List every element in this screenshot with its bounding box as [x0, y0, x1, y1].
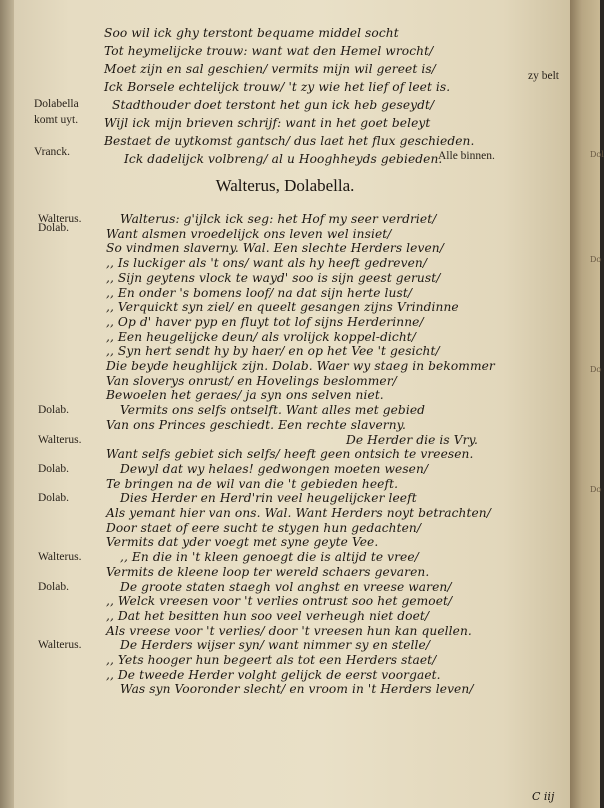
verse-line: Als vreese voor 't verlies/ door 't vreesen hun kan quellen. [106, 623, 472, 638]
verse-line: ,, En die in 't kleen genoegt die is altijd te vree/ [120, 550, 419, 565]
catchword: C iij [532, 790, 555, 803]
verse-line: Want selfs gebiet sich selfs/ heeft geen ontsich te vreesen. [106, 447, 474, 462]
next-page-speaker-mark: Do [590, 485, 602, 494]
verse-line: Dies Herder en Herd'rin veel heugelijcker leeft [120, 491, 417, 506]
stage-direction: Alle binnen. [438, 150, 495, 162]
verse-line: Want alsmen vroedelijck ons leven wel insiet/ [106, 226, 392, 241]
verse-line: Bewoelen het geraes/ ja syn ons selven niet. [106, 388, 384, 403]
verse-line: So vindmen slaverny. Wal. Een slechte Herders leven/ [106, 241, 444, 256]
next-page-speaker-mark: Dol [590, 150, 604, 159]
verse-line: Als yemant hier van ons. Wal. Want Herders noyt betrachten/ [106, 506, 491, 520]
speaker-label: Vranck. [34, 146, 71, 158]
verse-line: De groote staten staegh vol anghst en vreese waren/ [120, 579, 452, 594]
speaker-label: Walterus. [38, 213, 82, 225]
verse-line: De Herders wijser syn/ want nimmer sy en stelle/ [120, 638, 431, 653]
speaker-label: Dolabella [34, 98, 79, 110]
verse-line: ,, Sijn geytens vlock te wayd' soo is sijn geest gerust/ [106, 270, 441, 285]
next-page-edge [570, 0, 600, 808]
verse-line: Wijl ick mijn brieven schrijf: want in het goet beleyt [104, 116, 431, 130]
verse-line: Te bringen na de wil van die 't gebieden heeft. [106, 476, 399, 491]
next-page-speaker-mark: Do [590, 255, 602, 264]
speaker-label: Dolab. [38, 222, 69, 234]
verse-line: Vermits ons selfs ontselft. Want alles met gebied [120, 403, 426, 418]
verse-line: ,, Syn hert sendt hy by haer/ en op het Vee 't gesicht/ [106, 344, 440, 359]
verse-line: Ick Borsele echtelijck trouw/ 't zy wie het lief of leet is. [104, 80, 451, 94]
verse-line: Soo wil ick ghy terstont bequame middel socht [104, 26, 399, 40]
verse-line: Was syn Vooronder slecht/ en vroom in 't Herders leven/ [120, 682, 474, 697]
next-page-speaker-mark: Do [590, 365, 602, 374]
verse-line: ,, De tweede Herder volght gelijck de eerst voorgaet. [106, 667, 441, 682]
verse-line: Die beyde heughlijck zijn. Dolab. Waer wy staeg in bekommer [106, 359, 495, 373]
verse-line: ,, Dat het besitten hun soo veel verheugh niet doet/ [106, 608, 430, 623]
verse-line: ,, En onder 's bomens loof/ na dat sijn herte lust/ [106, 285, 413, 300]
stage-direction: komt uyt. [34, 114, 79, 126]
verse-line: ,, Welck vreesen voor 't verlies ontrust soo het gemoet/ [106, 594, 453, 609]
verse-line: Van sloverys onrust/ en Hovelings beslommer/ [106, 373, 397, 388]
verse-line: ,, Is luckiger als 't ons/ want als hy heeft gedreven/ [106, 256, 428, 271]
scene-heading: Walterus, Dolabella. [215, 176, 355, 195]
speaker-label: Dolab. [38, 580, 69, 593]
verse-line: ,, Verquickt syn ziel/ en queelt gesangen zijns Vrindinne [106, 300, 459, 315]
speaker-label: Dolab. [38, 462, 69, 475]
verse-line: Vermits de kleene loop ter wereld schaers gevaren. [106, 564, 430, 579]
speaker-label: Dolab. [38, 404, 69, 417]
speaker-label: Dolab. [38, 492, 69, 505]
stage-direction: zy belt [528, 70, 559, 82]
verse-line: Dewyl dat wy helaes! gedwongen moeten wesen/ [120, 461, 429, 476]
verse-line: Bestaet de uytkomst gantsch/ dus laet het flux geschieden. [104, 134, 475, 148]
verse-line: Vermits dat yder voegt met syne geyte Vee. [106, 535, 379, 550]
verse-line: Ick dadelijck volbreng/ al u Hooghheyds gebieden. [124, 152, 443, 166]
verse-line: Moet zijn en sal geschien/ vermits mijn wil gereet is/ [104, 62, 436, 76]
speaker-label: Walterus. [38, 551, 82, 564]
verse-line: ,, Op d' haver pyp en fluyt tot lof sijns Herderinne/ [106, 314, 424, 329]
verse-line: Stadthouder doet terstont het gun ick heb geseydt/ [112, 98, 435, 112]
verse-line: Walterus: g'ijlck ick seg: het Hof my seer verdriet/ [120, 212, 437, 226]
verse-line: Van ons Princes geschiedt. Een rechte slaverny. [106, 417, 406, 432]
verse-line: Tot heymelijcke trouw: want wat den Hemel wrocht/ [104, 44, 434, 58]
verse-line: ,, Een heugelijcke deun/ als vrolijck koppel-dicht/ [106, 329, 416, 344]
verse-line: De Herder die is Vry. [346, 432, 478, 447]
verse-line: ,, Yets hooger hun begeert als tot een Herders staet/ [106, 653, 437, 667]
speaker-label: Walterus. [38, 433, 82, 446]
verse-line: Door staet of eere sucht te stygen hun gedachten/ [106, 520, 422, 535]
speaker-label: Walterus. [38, 639, 82, 652]
